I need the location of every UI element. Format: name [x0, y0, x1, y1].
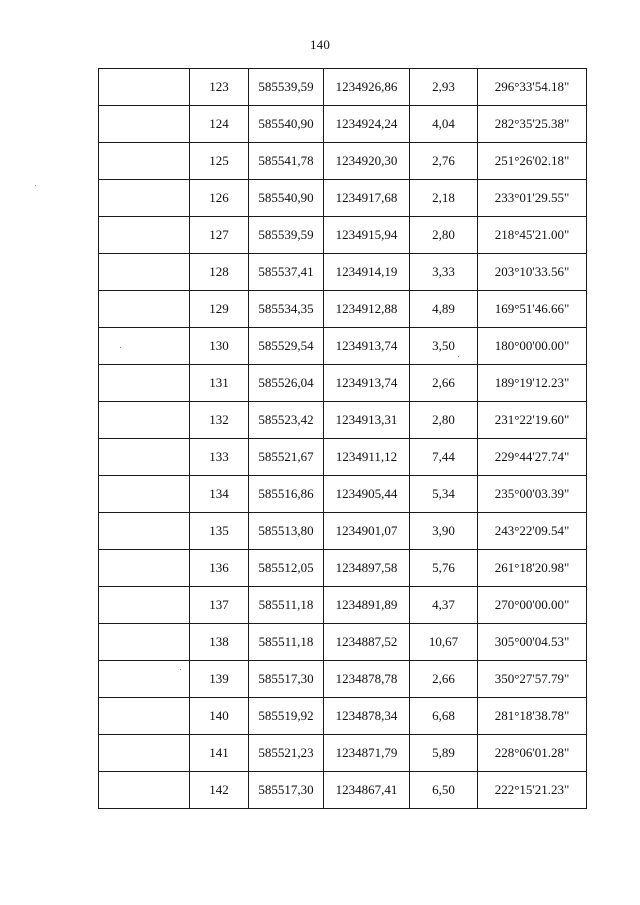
y-coordinate-cell: 1234920,30 [324, 143, 410, 180]
point-number-cell: 129 [190, 291, 249, 328]
x-coordinate-cell: 585537,41 [249, 254, 324, 291]
y-coordinate-cell: 1234901,07 [324, 513, 410, 550]
table-row [99, 735, 587, 772]
direction-angle-cell: 169°51'46.66" [478, 291, 587, 328]
y-coordinate-cell: 1234911,12 [324, 439, 410, 476]
direction-angle-cell: 189°19'12.23" [478, 365, 587, 402]
coordinates-table-body [99, 69, 587, 809]
blank-cell [99, 735, 190, 772]
distance-cell: 5,89 [410, 735, 478, 772]
point-number-cell: 130 [190, 328, 249, 365]
distance-cell: 2,93 [410, 69, 478, 106]
blank-cell [99, 661, 190, 698]
y-coordinate-cell: 1234913,74 [324, 328, 410, 365]
direction-angle-cell: 243°22'09.54" [478, 513, 587, 550]
scan-speck [180, 669, 181, 670]
point-number-cell: 134 [190, 476, 249, 513]
x-coordinate-cell: 585517,30 [249, 772, 324, 809]
table-row [99, 476, 587, 513]
point-number-cell: 135 [190, 513, 249, 550]
point-number-cell: 131 [190, 365, 249, 402]
page-number: 140 [309, 37, 331, 52]
direction-angle-cell: 270°00'00.00" [478, 587, 587, 624]
table-row [99, 254, 587, 291]
blank-cell [99, 106, 190, 143]
point-number-cell: 126 [190, 180, 249, 217]
y-coordinate-cell: 1234871,79 [324, 735, 410, 772]
direction-angle-cell: 281°18'38.78" [478, 698, 587, 735]
distance-cell: 4,89 [410, 291, 478, 328]
y-coordinate-cell: 1234926,86 [324, 69, 410, 106]
table-row [99, 661, 587, 698]
point-number-cell: 141 [190, 735, 249, 772]
y-coordinate-cell: 1234897,58 [324, 550, 410, 587]
distance-cell: 2,76 [410, 143, 478, 180]
point-number-cell: 140 [190, 698, 249, 735]
direction-angle-cell: 229°44'27.74" [478, 439, 587, 476]
blank-cell [99, 772, 190, 809]
direction-angle-cell: 235°00'03.39" [478, 476, 587, 513]
x-coordinate-cell: 585539,59 [249, 69, 324, 106]
direction-angle-cell: 231°22'19.60" [478, 402, 587, 439]
x-coordinate-cell: 585512,05 [249, 550, 324, 587]
y-coordinate-cell: 1234891,89 [324, 587, 410, 624]
distance-cell: 5,76 [410, 550, 478, 587]
scan-speck [458, 356, 459, 357]
table-row [99, 69, 587, 106]
blank-cell [99, 254, 190, 291]
blank-cell [99, 476, 190, 513]
distance-cell: 2,80 [410, 402, 478, 439]
distance-cell: 4,04 [410, 106, 478, 143]
x-coordinate-cell: 585540,90 [249, 106, 324, 143]
point-number-cell: 138 [190, 624, 249, 661]
table-row [99, 439, 587, 476]
blank-cell [99, 217, 190, 254]
y-coordinate-cell: 1234878,78 [324, 661, 410, 698]
distance-cell: 2,66 [410, 661, 478, 698]
distance-cell: 2,66 [410, 365, 478, 402]
blank-cell [99, 587, 190, 624]
direction-angle-cell: 180°00'00.00" [478, 328, 587, 365]
blank-cell [99, 143, 190, 180]
distance-cell: 6,50 [410, 772, 478, 809]
distance-cell: 4,37 [410, 587, 478, 624]
point-number-cell: 142 [190, 772, 249, 809]
y-coordinate-cell: 1234913,31 [324, 402, 410, 439]
distance-cell: 7,44 [410, 439, 478, 476]
point-number-cell: 132 [190, 402, 249, 439]
x-coordinate-cell: 585516,86 [249, 476, 324, 513]
blank-cell [99, 698, 190, 735]
table-row [99, 698, 587, 735]
y-coordinate-cell: 1234887,52 [324, 624, 410, 661]
y-coordinate-cell: 1234915,94 [324, 217, 410, 254]
direction-angle-cell: 282°35'25.38" [478, 106, 587, 143]
direction-angle-cell: 218°45'21.00" [478, 217, 587, 254]
x-coordinate-cell: 585511,18 [249, 624, 324, 661]
point-number-cell: 123 [190, 69, 249, 106]
x-coordinate-cell: 585540,90 [249, 180, 324, 217]
blank-cell [99, 365, 190, 402]
distance-cell: 3,50 [410, 328, 478, 365]
distance-cell: 6,68 [410, 698, 478, 735]
blank-cell [99, 550, 190, 587]
direction-angle-cell: 222°15'21.23" [478, 772, 587, 809]
x-coordinate-cell: 585519,92 [249, 698, 324, 735]
direction-angle-cell: 296°33'54.18" [478, 69, 587, 106]
scan-speck [35, 185, 36, 186]
distance-cell: 3,33 [410, 254, 478, 291]
y-coordinate-cell: 1234905,44 [324, 476, 410, 513]
blank-cell [99, 402, 190, 439]
point-number-cell: 124 [190, 106, 249, 143]
distance-cell: 2,18 [410, 180, 478, 217]
table-row [99, 624, 587, 661]
direction-angle-cell: 203°10'33.56" [478, 254, 587, 291]
y-coordinate-cell: 1234912,88 [324, 291, 410, 328]
y-coordinate-cell: 1234867,41 [324, 772, 410, 809]
point-number-cell: 127 [190, 217, 249, 254]
x-coordinate-cell: 585513,80 [249, 513, 324, 550]
table-row [99, 180, 587, 217]
y-coordinate-cell: 1234914,19 [324, 254, 410, 291]
distance-cell: 2,80 [410, 217, 478, 254]
distance-cell: 10,67 [410, 624, 478, 661]
blank-cell [99, 291, 190, 328]
x-coordinate-cell: 585541,78 [249, 143, 324, 180]
y-coordinate-cell: 1234917,68 [324, 180, 410, 217]
point-number-cell: 125 [190, 143, 249, 180]
table-row [99, 402, 587, 439]
direction-angle-cell: 261°18'20.98" [478, 550, 587, 587]
direction-angle-cell: 228°06'01.28" [478, 735, 587, 772]
direction-angle-cell: 350°27'57.79" [478, 661, 587, 698]
table-row [99, 328, 587, 365]
distance-cell: 3,90 [410, 513, 478, 550]
blank-cell [99, 69, 190, 106]
direction-angle-cell: 233°01'29.55" [478, 180, 587, 217]
table-row [99, 143, 587, 180]
y-coordinate-cell: 1234913,74 [324, 365, 410, 402]
x-coordinate-cell: 585534,35 [249, 291, 324, 328]
point-number-cell: 137 [190, 587, 249, 624]
table-row [99, 365, 587, 402]
direction-angle-cell: 305°00'04.53" [478, 624, 587, 661]
blank-cell [99, 439, 190, 476]
table-row [99, 772, 587, 809]
x-coordinate-cell: 585529,54 [249, 328, 324, 365]
x-coordinate-cell: 585523,42 [249, 402, 324, 439]
x-coordinate-cell: 585517,30 [249, 661, 324, 698]
y-coordinate-cell: 1234878,34 [324, 698, 410, 735]
table-row [99, 291, 587, 328]
scan-speck [120, 347, 121, 348]
x-coordinate-cell: 585521,23 [249, 735, 324, 772]
x-coordinate-cell: 585539,59 [249, 217, 324, 254]
table-row [99, 217, 587, 254]
point-number-cell: 128 [190, 254, 249, 291]
direction-angle-cell: 251°26'02.18" [478, 143, 587, 180]
table-row [99, 106, 587, 143]
blank-cell [99, 513, 190, 550]
distance-cell: 5,34 [410, 476, 478, 513]
table-row [99, 513, 587, 550]
blank-cell [99, 328, 190, 365]
x-coordinate-cell: 585521,67 [249, 439, 324, 476]
coordinates-table [98, 68, 587, 809]
point-number-cell: 136 [190, 550, 249, 587]
table-row [99, 550, 587, 587]
point-number-cell: 133 [190, 439, 249, 476]
blank-cell [99, 180, 190, 217]
point-number-cell: 139 [190, 661, 249, 698]
x-coordinate-cell: 585511,18 [249, 587, 324, 624]
x-coordinate-cell: 585526,04 [249, 365, 324, 402]
table-row [99, 587, 587, 624]
blank-cell [99, 624, 190, 661]
y-coordinate-cell: 1234924,24 [324, 106, 410, 143]
